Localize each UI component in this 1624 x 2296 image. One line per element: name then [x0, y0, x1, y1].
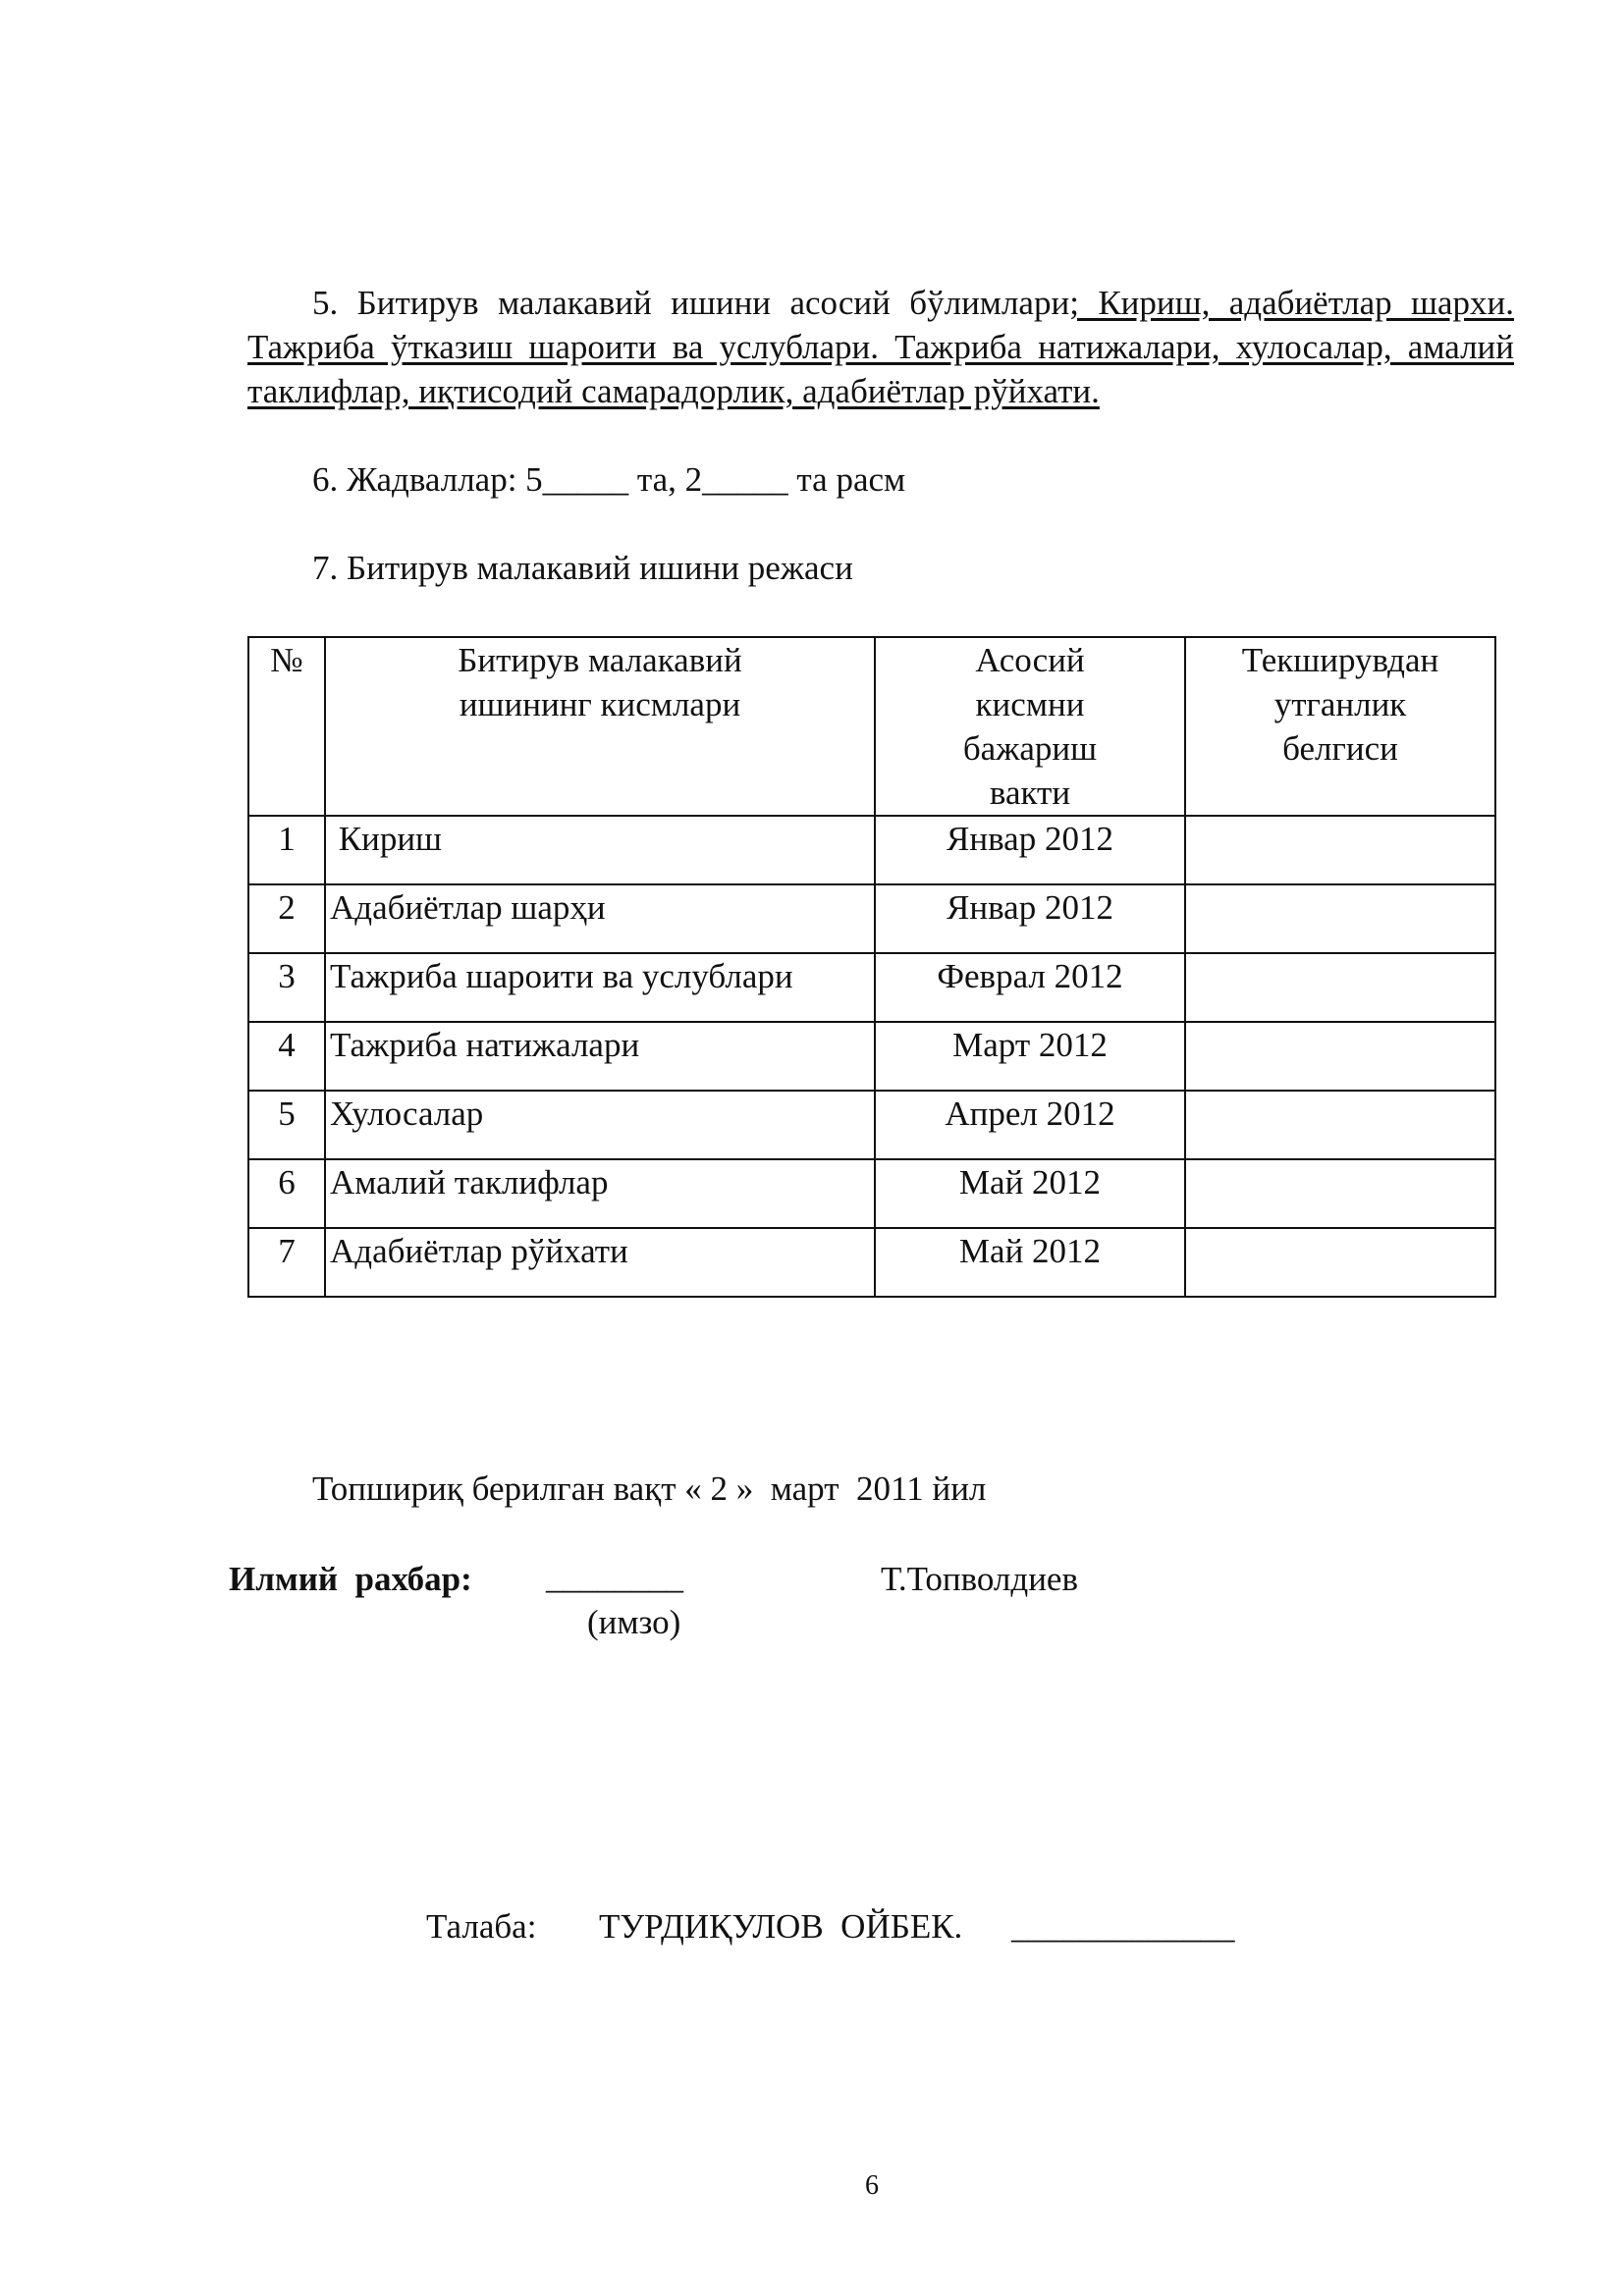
- row-part: Амалий таклифлар: [325, 1159, 875, 1228]
- header-number: №: [248, 637, 325, 816]
- row-mark: [1185, 1022, 1495, 1091]
- row-time: Март 2012: [875, 1022, 1185, 1091]
- row-part: Тажриба шароити ва услублари: [325, 953, 875, 1022]
- supervisor-label: Илмий рахбар:: [229, 1560, 472, 1598]
- row-mark: [1185, 1228, 1495, 1297]
- student-signature-line: _____________: [1011, 1907, 1235, 1946]
- row-part: Хулосалар: [325, 1091, 875, 1159]
- supervisor-signature-line: ________: [546, 1558, 683, 1596]
- row-mark: [1185, 953, 1495, 1022]
- row-part: Тажриба натижалари: [325, 1022, 875, 1091]
- row-number: 7: [248, 1228, 325, 1297]
- work-plan-table: [247, 636, 1496, 1298]
- assignment-date: Топшириқ берилган вақт « 2 » март 2011 йил: [312, 1469, 987, 1508]
- table-row: [248, 1228, 1495, 1297]
- table-row: [248, 1159, 1495, 1228]
- row-part: Кириш: [325, 816, 875, 884]
- row-time: Январ 2012: [875, 816, 1185, 884]
- row-time: Май 2012: [875, 1159, 1185, 1228]
- header-work-parts: Битирув малакавий ишининг кисмлари: [325, 637, 875, 816]
- row-number: 3: [248, 953, 325, 1022]
- header-check-mark: Текширувдан утганлик белгиси: [1185, 637, 1495, 816]
- row-number: 6: [248, 1159, 325, 1228]
- row-time: Май 2012: [875, 1228, 1185, 1297]
- row-mark: [1185, 884, 1495, 953]
- row-mark: [1185, 1091, 1495, 1159]
- row-number: 2: [248, 884, 325, 953]
- row-time: Апрел 2012: [875, 1091, 1185, 1159]
- supervisor-name: Т.Топволдиев: [881, 1560, 1078, 1598]
- row-time: Феврал 2012: [875, 953, 1185, 1022]
- row-mark: [1185, 816, 1495, 884]
- student-label: Талаба:: [426, 1907, 537, 1946]
- section-5-sections-list: ; Кириш, адабиётлар шархи. Тажриба ўтказиш шароити ва услублари. Тажриба натижалари, хулосалар, амалий таклифлар, иқтисодий самарадорлик, адабиётлар рўйхати.: [247, 284, 1514, 410]
- section-5-paragraph: [247, 281, 1514, 413]
- table-row: [248, 1022, 1495, 1091]
- row-time: Январ 2012: [875, 884, 1185, 953]
- row-number: 4: [248, 1022, 325, 1091]
- table-row: [248, 953, 1495, 1022]
- header-completion-time: Асосий кисмни бажариш вакти: [875, 637, 1185, 816]
- row-number: 1: [248, 816, 325, 884]
- row-part: Адабиётлар шарҳи: [325, 884, 875, 953]
- table-header-row: [248, 637, 1495, 816]
- student-name: ТУРДИҚУЛОВ ОЙБЕК.: [599, 1907, 963, 1946]
- section-6-tables-count: 6. Жадваллар: 5_____ та, 2_____ та расм: [312, 460, 906, 499]
- table-row: [248, 884, 1495, 953]
- page-number: 6: [865, 2170, 879, 2201]
- section-5-lead: 5. Битирув малакавий ишини асосий бўлимлари: [312, 284, 1070, 322]
- row-part: Адабиётлар рўйхати: [325, 1228, 875, 1297]
- row-number: 5: [248, 1091, 325, 1159]
- row-mark: [1185, 1159, 1495, 1228]
- signature-caption: (имзо): [587, 1603, 681, 1641]
- table-row: [248, 816, 1495, 884]
- section-7-title: 7. Битирув малакавий ишини режаси: [312, 549, 853, 587]
- table-row: [248, 1091, 1495, 1159]
